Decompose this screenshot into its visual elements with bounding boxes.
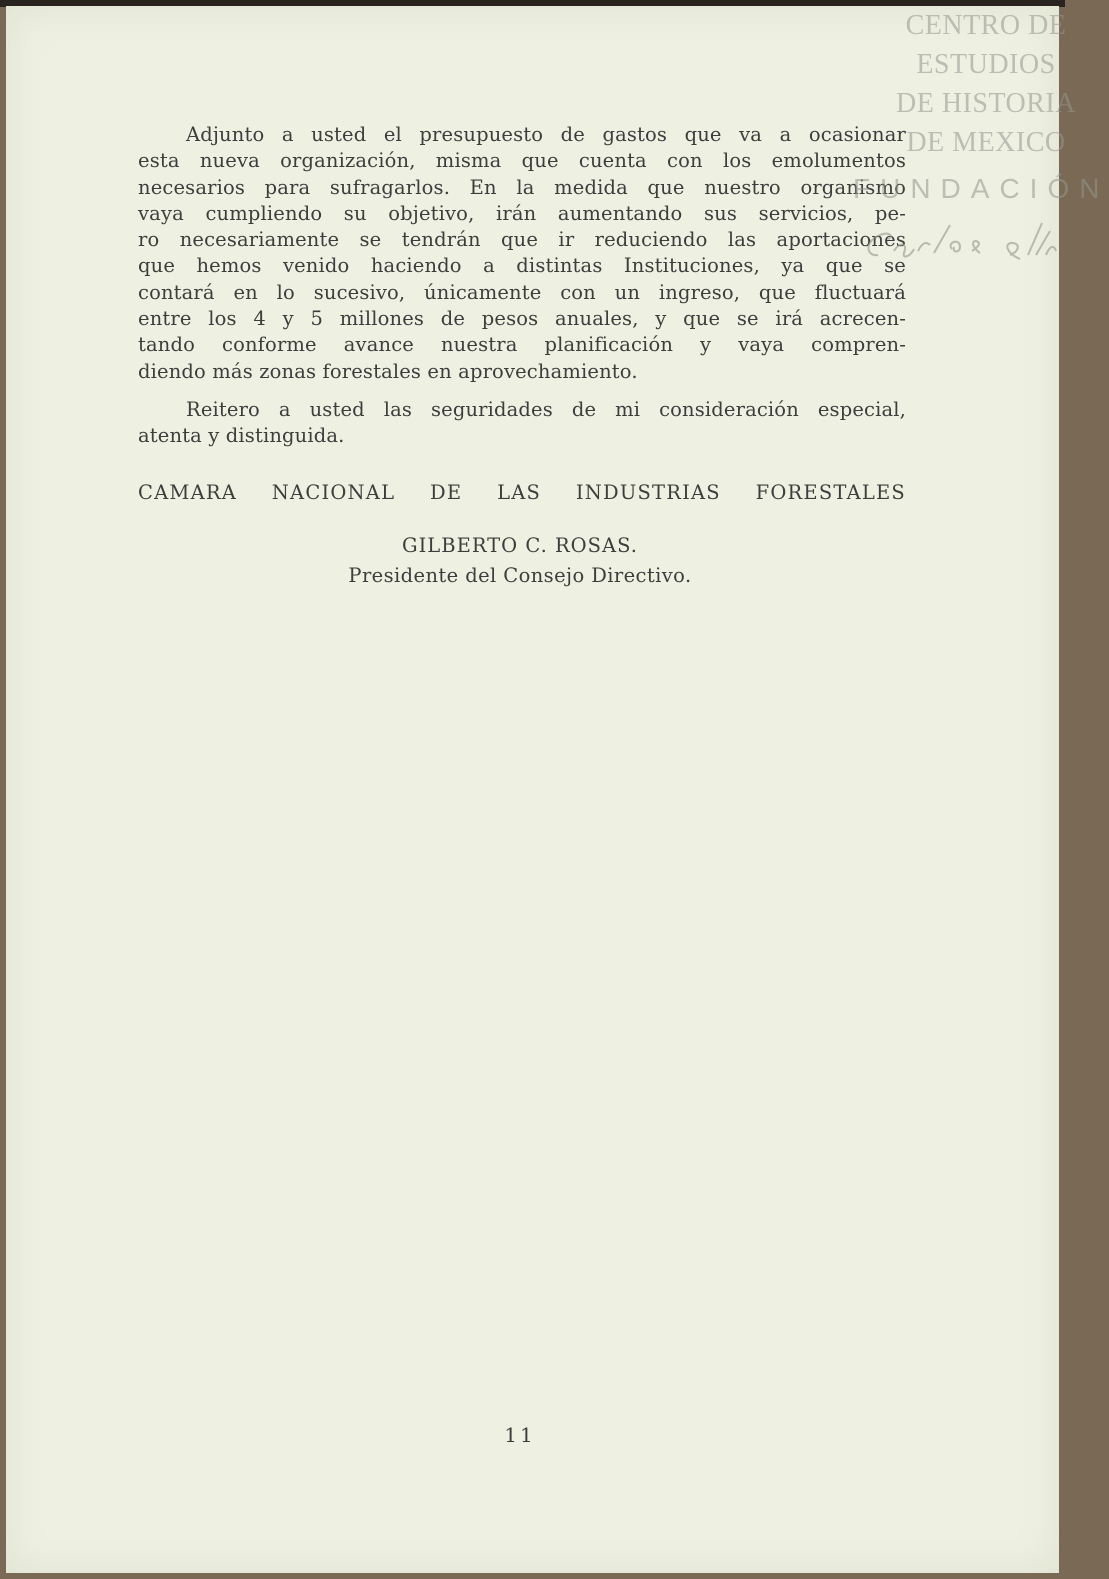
- text-line: que hemos venido haciendo a distintas Instituciones, ya que se: [138, 254, 906, 278]
- text-line: Reitero a usted las seguridades de mi consideración especial,: [186, 397, 906, 421]
- organization-name: CAMARA NACIONAL DE LAS INDUSTRIAS FORESTALES: [138, 481, 906, 504]
- watermark-foundation: FUNDACIÓN: [853, 173, 1109, 204]
- signer-name: GILBERTO C. ROSAS.: [402, 534, 638, 557]
- text-line: ro necesariamente se tendrán que ir reduciendo las aportaciones: [138, 228, 906, 252]
- signer-title: Presidente del Consejo Directivo.: [348, 564, 692, 587]
- text-line: vaya cumpliendo su objetivo, irán aumentando sus servicios, pe-: [138, 201, 906, 225]
- text-line: atenta y distinguida.: [138, 424, 345, 448]
- text-line: entre los 4 y 5 millones de pesos anuales, y que se irá acrecen-: [138, 307, 906, 331]
- watermark-line: DE MEXICO: [906, 127, 1066, 158]
- watermark-line: DE HISTORIA: [896, 88, 1076, 119]
- text-line: Adjunto a usted el presupuesto de gastos que va a ocasionar: [186, 123, 906, 146]
- watermark-line: ESTUDIOS: [916, 49, 1056, 80]
- letter-body: [138, 122, 906, 450]
- watermark-line: CENTRO DE: [905, 10, 1067, 41]
- text-line: tando conforme avance nuestra planificación y vaya compren-: [138, 333, 906, 357]
- paragraph-2: [138, 397, 906, 450]
- text-line: esta nueva organización, misma que cuenta con los emolumentos: [138, 149, 906, 173]
- page-number: 11: [504, 1423, 536, 1447]
- text-line: contará en lo sucesivo, únicamente con un ingreso, que fluctuará: [138, 280, 906, 304]
- archive-watermark: [881, 6, 1091, 162]
- signature-watermark-icon: [860, 215, 1060, 271]
- text-line: diendo más zonas forestales en aprovechamiento.: [138, 359, 638, 383]
- paragraph-1: [138, 122, 906, 385]
- text-line: necesarios para sufragarlos. En la medida que nuestro organismo: [138, 175, 906, 199]
